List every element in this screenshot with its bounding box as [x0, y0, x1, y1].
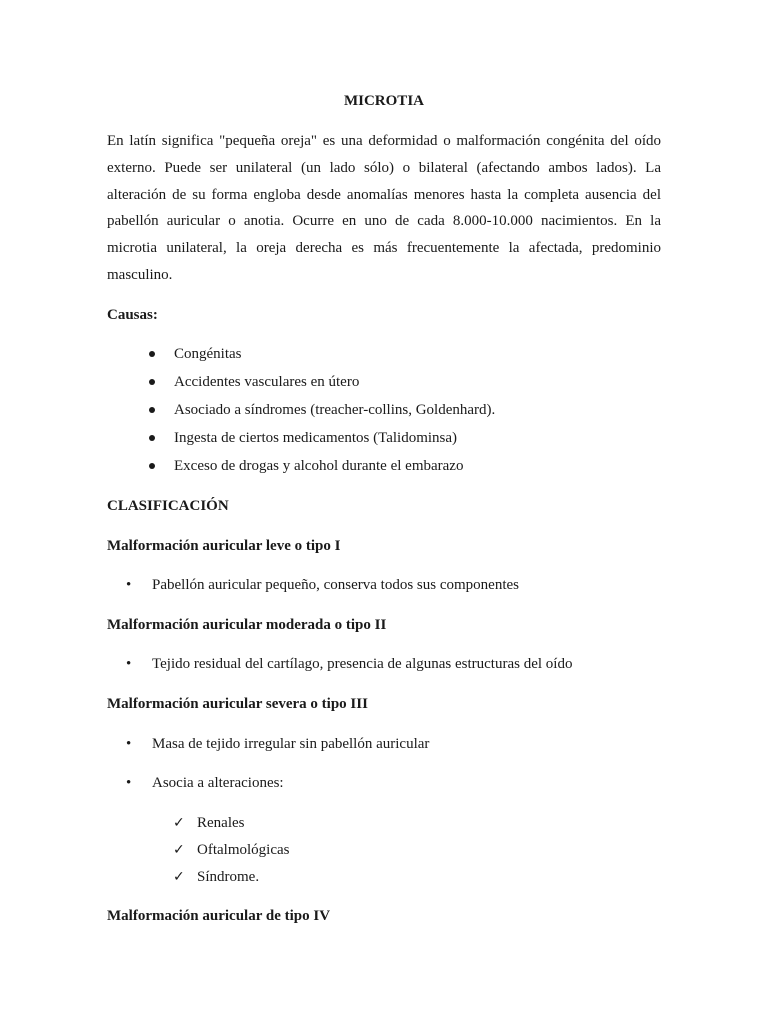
intro-line: pabellón auricular o anotia. Ocurre en uno de cada 8.000-10.000 nacimientos. En la: [107, 213, 661, 230]
type3-sub-item: ✓ Oftalmológicas: [173, 842, 290, 858]
bullet-icon: •: [126, 775, 132, 791]
check-icon: ✓: [173, 842, 185, 858]
type2-heading: Malformación auricular moderada o tipo II: [107, 617, 387, 633]
bullet-icon: •: [126, 577, 132, 593]
bullet-dot-icon: [149, 351, 155, 357]
causes-heading: Causas:: [107, 307, 158, 323]
type3-sub-item: ✓ Síndrome.: [173, 869, 260, 885]
bullet-icon: •: [126, 736, 132, 752]
intro-line: En latín significa "pequeña oreja" es una deformidad o malformación congénita del oído: [107, 133, 661, 149]
type3-list-item: • Asocia a alteraciones:: [126, 775, 284, 791]
bullet-dot-icon: [149, 435, 155, 441]
type1-heading: Malformación auricular leve o tipo I: [107, 538, 341, 554]
intro-paragraph: [107, 128, 661, 289]
causes-list-item: Exceso de drogas y alcohol durante el embarazo: [174, 456, 463, 476]
intro-line: masculino.: [107, 266, 173, 283]
type3-sub-item: ✓ Renales: [173, 815, 245, 831]
causes-list-item: Asociado a síndromes (treacher-collins, Goldenhard).: [174, 400, 495, 420]
type1-list-item: • Pabellón auricular pequeño, conserva todos sus componentes: [126, 577, 519, 593]
bullet-dot-icon: [149, 463, 155, 469]
classification-heading: CLASIFICACIÓN: [107, 498, 229, 514]
intro-line: externo. Puede ser unilateral (un lado sólo) o bilateral (afectando ambos lados). La: [107, 159, 661, 176]
bullet-dot-icon: [149, 379, 155, 385]
document-title: MICROTIA: [343, 93, 424, 109]
check-icon: ✓: [173, 815, 185, 831]
causes-list-item: Accidentes vasculares en útero: [174, 372, 359, 392]
check-icon: ✓: [173, 869, 185, 885]
type4-heading: Malformación auricular de tipo IV: [107, 908, 331, 924]
intro-line: alteración de su forma engloba desde anomalías menores hasta la completa ausencia del: [107, 186, 661, 203]
bullet-icon: •: [126, 656, 132, 672]
causes-list-item: Ingesta de ciertos medicamentos (Talidominsa): [174, 428, 457, 448]
type3-heading: Malformación auricular severa o tipo III: [107, 696, 368, 712]
type2-list-item: • Tejido residual del cartílago, presencia de algunas estructuras del oído: [126, 656, 573, 672]
type3-list-item: • Masa de tejido irregular sin pabellón auricular: [126, 736, 430, 752]
causes-list-item: Congénitas: [174, 344, 242, 364]
bullet-dot-icon: [149, 407, 155, 413]
intro-line: microtia unilateral, la oreja derecha es más frecuentemente la afectada, predominio: [107, 240, 661, 257]
